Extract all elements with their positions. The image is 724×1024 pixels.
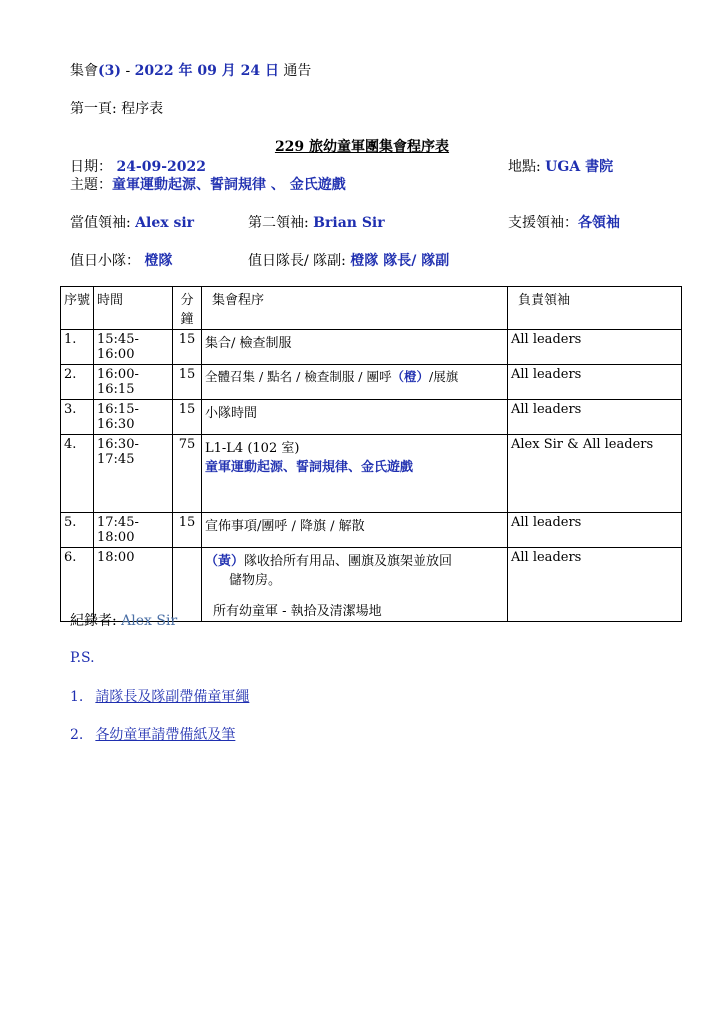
ps-label: P.S. <box>70 650 95 666</box>
row-num: 3. <box>61 400 94 435</box>
row-leader: All leaders <box>508 513 682 548</box>
ps-item: 2. 各幼童軍請帶備紙及筆 <box>70 727 236 743</box>
row-leader: All leaders <box>508 365 682 400</box>
patrol-leader-line: 值日隊長/ 隊副: 橙隊 隊長/ 隊副 <box>248 253 450 269</box>
row-program: 小隊時間 <box>202 400 508 435</box>
row-program: 集合/ 檢查制服 <box>202 330 508 365</box>
table-header-row <box>61 287 682 330</box>
table-row <box>61 435 682 513</box>
row-minutes: 75 <box>173 435 202 513</box>
row-time: 15:45-16:00 <box>94 330 173 365</box>
row-num: 4. <box>61 435 94 513</box>
row-num: 1. <box>61 330 94 365</box>
row-minutes: 15 <box>173 330 202 365</box>
row-program: 全體召集 / 點名 / 檢查制服 / 團呼（橙）/展旗 <box>202 365 508 400</box>
second-leader-line: 第二領袖: Brian Sir <box>248 215 385 231</box>
header-minutes: 分鐘 <box>173 287 202 330</box>
place-line: 地點: UGA 書院 <box>508 159 614 175</box>
row-num: 5. <box>61 513 94 548</box>
row-minutes: 15 <box>173 400 202 435</box>
row-program: L1-L4 (102 室) 童軍運動起源、誓詞規律、金氏遊戲 <box>202 435 508 513</box>
row-time: 16:15-16:30 <box>94 400 173 435</box>
table-row <box>61 330 682 365</box>
support-leader-line: 支援領袖：各領袖 <box>508 215 620 231</box>
header-leader: 負責領袖 <box>508 287 682 330</box>
row-num: 6. <box>61 548 94 622</box>
page-label: 第一頁: 程序表 <box>70 101 164 117</box>
schedule-title: 229 旅幼童軍團集會程序表 <box>274 139 450 155</box>
header-num: 序號 <box>61 287 94 330</box>
row-leader: All leaders <box>508 400 682 435</box>
row-time: 16:00-16:15 <box>94 365 173 400</box>
row-leader: All leaders <box>508 330 682 365</box>
row-time: 17:45-18:00 <box>94 513 173 548</box>
row-time: 18:00 <box>94 548 173 622</box>
date-line: 日期： 24-09-2022 <box>70 159 207 175</box>
notice-heading: 集會(3) - 2022 年 09 月 24 日 通告 <box>70 63 312 79</box>
row-program: （黃）隊收拾所有用品、團旗及旗架並放回 儲物房。 所有幼童軍 - 執拾及清潔場地 <box>202 548 508 622</box>
row-num: 2. <box>61 365 94 400</box>
theme-line: 主題：童軍運動起源、誓詞規律 、 金氏遊戲 <box>70 177 346 193</box>
row-program: 宣佈事項/團呼 / 降旗 / 解散 <box>202 513 508 548</box>
table-row <box>61 400 682 435</box>
header-program: 集會程序 <box>202 287 508 330</box>
row-leader: All leaders <box>508 548 682 622</box>
recorder-line: 紀錄者: Alex Sir <box>70 613 178 629</box>
row-time: 16:30-17:45 <box>94 435 173 513</box>
header-time: 時間 <box>94 287 173 330</box>
table-row <box>61 365 682 400</box>
duty-patrol-line: 值日小隊： 橙隊 <box>70 253 173 269</box>
row-minutes: 15 <box>173 365 202 400</box>
row-leader: Alex Sir & All leaders <box>508 435 682 513</box>
duty-leader-line: 當值領袖: Alex sir <box>70 215 195 231</box>
schedule-table <box>60 286 682 622</box>
ps-item: 1. 請隊長及隊副帶備童軍繩 <box>70 689 250 705</box>
table-row <box>61 513 682 548</box>
row-minutes: 15 <box>173 513 202 548</box>
